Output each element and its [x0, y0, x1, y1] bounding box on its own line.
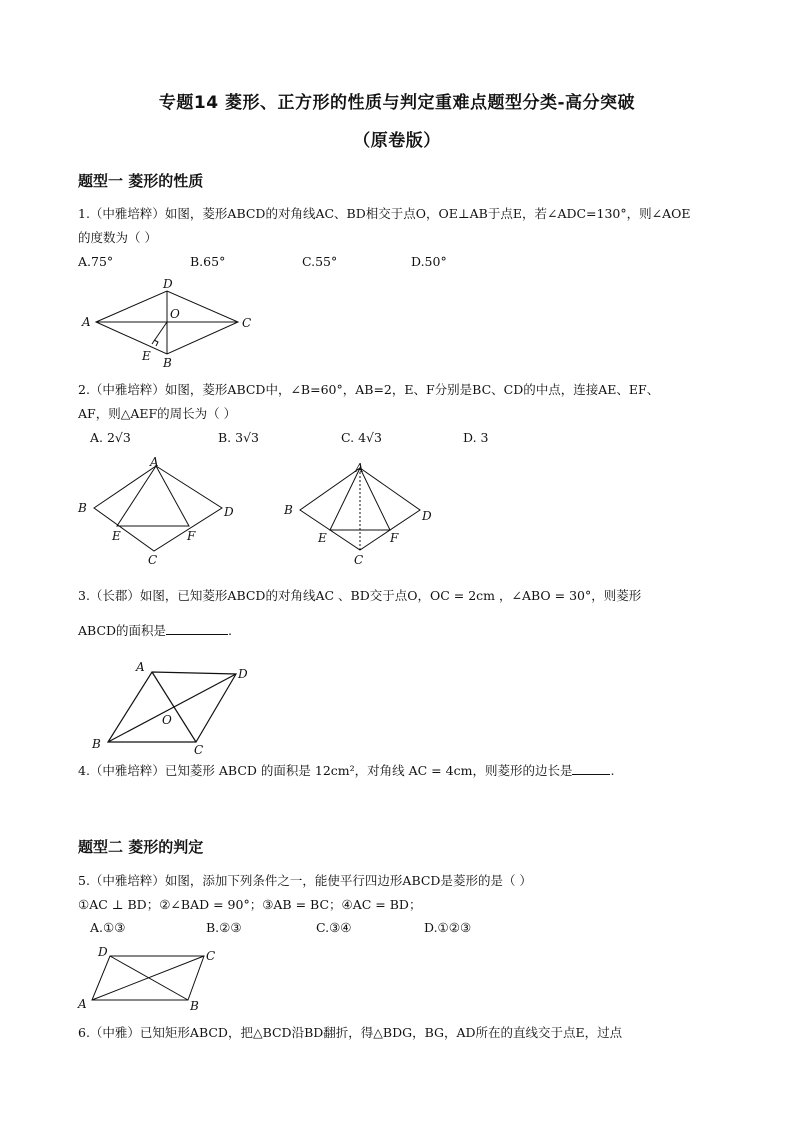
question-1-text-cont: 的度数为（ ）: [78, 230, 157, 245]
q1-label-d: D: [163, 277, 173, 291]
q5-label-c: C: [206, 949, 216, 963]
q2-right-label-d: D: [422, 509, 432, 523]
q2-option-c: C. 4√3: [341, 430, 382, 445]
q5-label-b: B: [190, 999, 199, 1013]
doc-title: 专题14 菱形、正方形的性质与判定重难点题型分类-高分突破: [158, 93, 636, 113]
q2-right-label-b: B: [284, 503, 293, 517]
q5-option-c: C.③④: [316, 920, 352, 935]
q5-option-a: A.①③: [90, 920, 126, 935]
q5-diagonal-ca: [92, 956, 204, 1000]
question-5-conditions: ①AC ⊥ BD；②∠BAD = 90°；③AB = BC；④AC = BD；: [78, 897, 422, 912]
q4-answer-blank[interactable]: [572, 762, 610, 775]
q5-option-d: D.①②③: [424, 920, 472, 935]
q2-left-label-a: A: [150, 456, 159, 469]
q1-label-a: A: [82, 315, 91, 329]
q3-text-cont-label: ABCD的面积是: [78, 623, 167, 638]
q2-left-label-d: D: [224, 505, 234, 519]
q1-option-d: D.50°: [411, 254, 447, 269]
q2-figure-left: [74, 456, 244, 568]
question-3-text-cont: ABCD的面积是 .: [78, 623, 233, 638]
q3-label-a: A: [136, 660, 145, 674]
q1-option-a: A.75°: [78, 254, 114, 269]
q2-left-label-e: E: [112, 529, 121, 543]
section-heading-1: 题型一 菱形的性质: [78, 172, 204, 190]
q5-figure: [76, 944, 226, 1016]
q2-left-label-f: F: [187, 529, 196, 543]
q1-label-b: B: [163, 356, 172, 370]
q3-label-b: B: [92, 737, 101, 751]
q1-option-b: B.65°: [190, 254, 226, 269]
q3-answer-blank[interactable]: [166, 622, 228, 635]
q3-label-d: D: [238, 667, 248, 681]
q2-right-label-e: E: [318, 531, 327, 545]
q2-option-b: B. 3√3: [218, 430, 260, 445]
question-1-text: 1.（中雅培粹）如图，菱形ABCD的对角线AC、BD相交于点O，OE⊥AB于点E，若∠ADC=130°，则∠AOE: [78, 206, 691, 221]
question-3-text: 3.（长郡）如图，已知菱形ABCD的对角线AC 、BD交于点O，OC = 2cm ，∠ABO = 30°，则菱形: [78, 588, 642, 603]
q2-option-a: A. 2√3: [90, 430, 131, 445]
doc-subtitle: （原卷版）: [353, 131, 441, 151]
q1-rhombus-figure: [78, 274, 258, 374]
q3-diagonal-bd: [108, 674, 236, 742]
q1-segment-oe: [152, 322, 167, 344]
q3-label-c: C: [194, 743, 204, 757]
q5-label-d: D: [98, 945, 108, 959]
question-2-text: 2.（中雅培粹）如图，菱形ABCD中，∠B=60°，AB=2，E、F分别是BC、CD的中点，连接AE、EF、: [78, 382, 660, 397]
q2-figure-right: [282, 458, 452, 570]
q5-option-b: B.②③: [206, 920, 242, 935]
q2-left-label-b: B: [78, 501, 87, 515]
question-4-text: 4.（中雅培粹）已知菱形 ABCD 的面积是 12cm²，对角线 AC = 4cm，则菱形的边长是 .: [78, 763, 615, 778]
question-6-text: 6.（中雅）已知矩形ABCD，把△BCD沿BD翻折，得△BDG，BG，AD所在的直线交于点E，过点: [78, 1025, 623, 1040]
q2-right-label-c: C: [354, 553, 364, 567]
q5-label-a: A: [78, 997, 87, 1011]
q2-right-label-a: A: [355, 461, 364, 475]
q2-left-label-c: C: [148, 553, 158, 567]
q2-right-label-f: F: [390, 531, 399, 545]
q3-label-o: O: [162, 713, 172, 727]
q1-option-c: C.55°: [302, 254, 338, 269]
q4-text-label: 4.（中雅培粹）已知菱形 ABCD 的面积是 12cm²，对角线 AC = 4cm，则菱形的边长是: [78, 763, 573, 778]
q3-figure: [86, 660, 266, 760]
q1-label-c: C: [242, 316, 252, 330]
q1-label-e: E: [142, 349, 151, 363]
q2-option-d: D. 3: [463, 430, 489, 445]
q2-left-triangle-aef: [117, 466, 189, 526]
question-5-text: 5.（中雅培粹）如图，添加下列条件之一，能使平行四边形ABCD是菱形的是（ ）: [78, 873, 532, 888]
q1-label-o: O: [170, 307, 180, 321]
question-2-text-cont: AF，则△AEF的周长为（ ）: [78, 406, 237, 421]
section-heading-2: 题型二 菱形的判定: [78, 838, 204, 856]
